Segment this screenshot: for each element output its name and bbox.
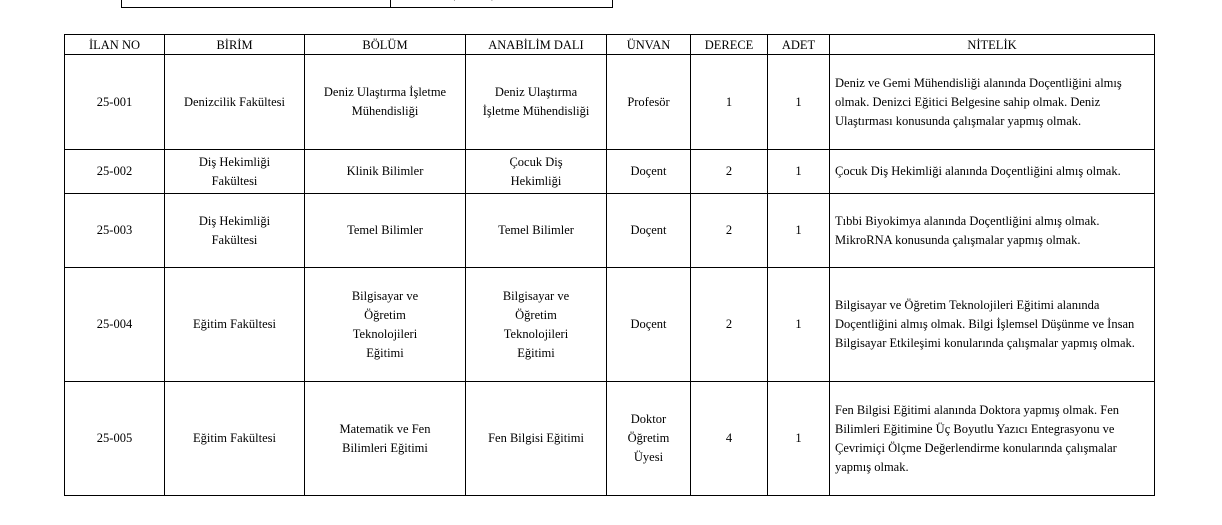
cell-bolum: Klinik Bilimler [305,150,466,194]
cell-ilan-no: 25-004 [65,268,165,382]
cell-adet: 1 [768,268,830,382]
cell-adet: 1 [768,55,830,150]
cell-anabilim-dali: Fen Bilgisi Eğitimi [466,382,607,496]
cell-anabilim-dali: Temel Bilimler [466,194,607,268]
cell-bolum: Matematik ve Fen Bilimleri Eğitimi [305,382,466,496]
cell-bolum: Temel Bilimler [305,194,466,268]
fragment-cell-right [391,0,612,7]
cell-derece: 1 [691,55,768,150]
cell-ilan-no: 25-003 [65,194,165,268]
cell-birim: Denizcilik Fakültesi [165,55,305,150]
cell-nitelik: Çocuk Diş Hekimliği alanında Doçentliğini almış olmak. [830,150,1155,194]
cell-birim: Diş Hekimliği Fakültesi [165,194,305,268]
table-row [65,55,1155,150]
cell-derece: 2 [691,268,768,382]
header-birim: BİRİM [165,35,305,55]
header-anabilim-dali: ANABİLİM DALI [466,35,607,55]
cell-ilan-no: 25-001 [65,55,165,150]
cell-derece: 2 [691,150,768,194]
previous-table-fragment [121,0,613,8]
cell-unvan: Doçent [607,150,691,194]
table-row [65,268,1155,382]
cell-anabilim-dali: Deniz Ulaştırma İşletme Mühendisliği [466,55,607,150]
table-row [65,150,1155,194]
header-adet: ADET [768,35,830,55]
cell-anabilim-dali: Bilgisayar ve Öğretim Teknolojileri Eğitimi [466,268,607,382]
cell-ilan-no: 25-005 [65,382,165,496]
cell-adet: 1 [768,194,830,268]
cell-birim: Eğitim Fakültesi [165,268,305,382]
cell-nitelik: Deniz ve Gemi Mühendisliği alanında Doçentliğini almış olmak. Denizci Eğitici Belgesine sahip olmak. Deniz Ulaştırması konusunda çalışmalar yapmış olmak. [830,55,1155,150]
header-ilan-no: İLAN NO [65,35,165,55]
cell-ilan-no: 25-002 [65,150,165,194]
table-row [65,194,1155,268]
fragment-cell-left [122,0,391,7]
table-header-row [65,35,1155,55]
cell-derece: 4 [691,382,768,496]
cell-unvan: Doçent [607,268,691,382]
cell-nitelik: Bilgisayar ve Öğretim Teknolojileri Eğitimi alanında Doçentliğini almış olmak. Bilgi İşlemsel Düşünme ve İnsan Bilgisayar Etkileşimi konularında çalışmalar yapmış olmak. [830,268,1155,382]
cell-adet: 1 [768,150,830,194]
cell-birim: Diş Hekimliği Fakültesi [165,150,305,194]
cell-unvan: Doçent [607,194,691,268]
header-bolum: BÖLÜM [305,35,466,55]
header-nitelik: NİTELİK [830,35,1155,55]
header-derece: DERECE [691,35,768,55]
cell-nitelik: Tıbbi Biyokimya alanında Doçentliğini almış olmak. MikroRNA konusunda çalışmalar yapmış olmak. [830,194,1155,268]
cell-birim: Eğitim Fakültesi [165,382,305,496]
cell-derece: 2 [691,194,768,268]
cell-nitelik: Fen Bilgisi Eğitimi alanında Doktora yapmış olmak. Fen Bilimleri Eğitimine Üç Boyutlu Yazıcı Entegrasyonu ve Çevrimiçi Ölçme Değerlendirme konularında çalışmalar yapmış olmak. [830,382,1155,496]
cell-anabilim-dali: Çocuk Diş Hekimliği [466,150,607,194]
cell-bolum: Deniz Ulaştırma İşletme Mühendisliği [305,55,466,150]
job-posting-table [64,34,1155,496]
cell-adet: 1 [768,382,830,496]
cell-bolum: Bilgisayar ve Öğretim Teknolojileri Eğitimi [305,268,466,382]
cell-unvan: Doktor Öğretim Üyesi [607,382,691,496]
table-row [65,382,1155,496]
header-unvan: ÜNVAN [607,35,691,55]
cell-unvan: Profesör [607,55,691,150]
